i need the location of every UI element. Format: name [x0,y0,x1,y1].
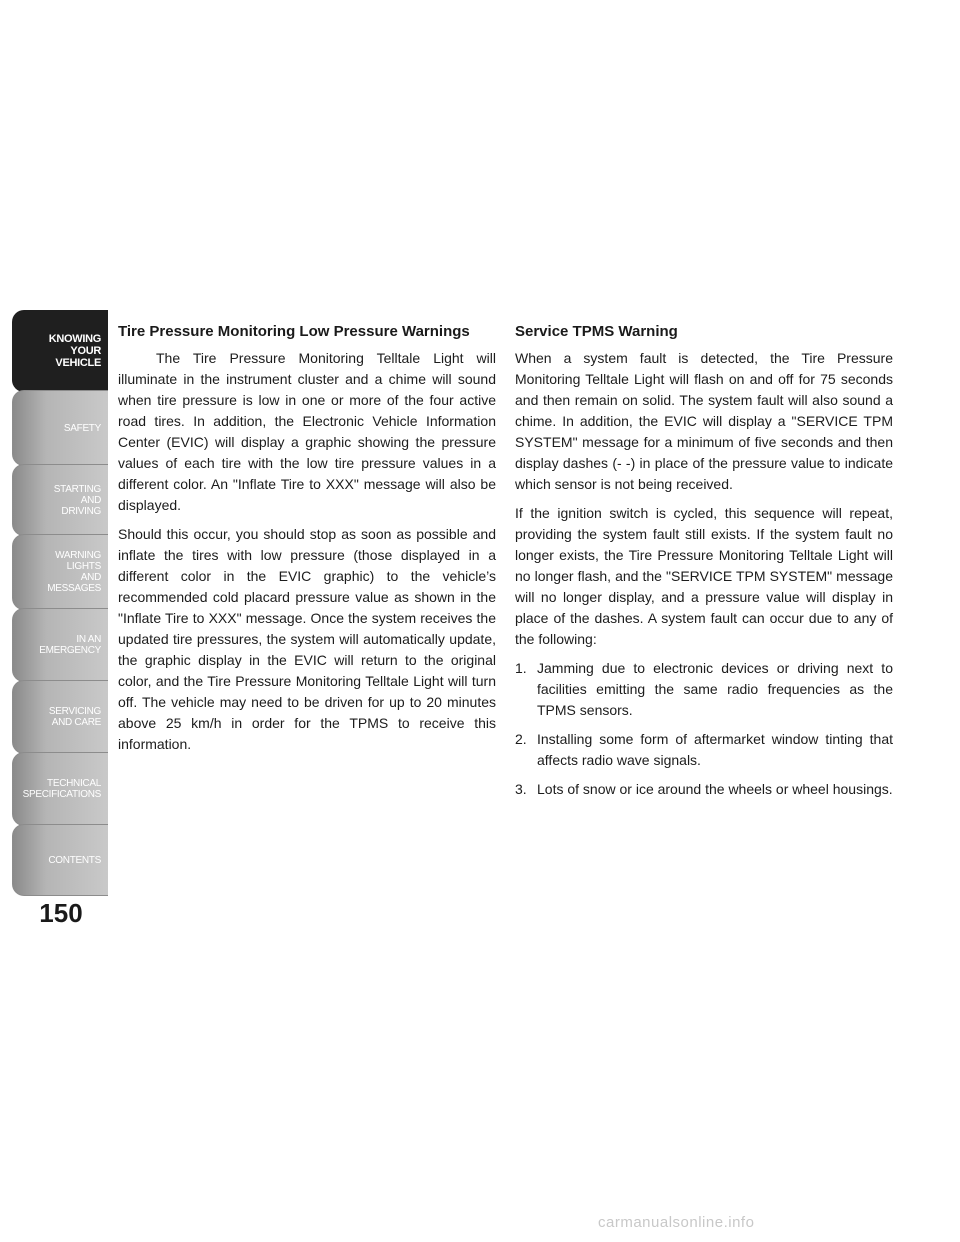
fault-causes-list [515,658,893,800]
page-number: 150 [39,898,83,928]
tab-servicing-and-care[interactable]: SERVICING AND CARE [12,680,108,754]
list-item-text: Lots of snow or ice around the wheels or wheel housings. [537,781,893,797]
list-item [515,779,893,800]
low-pressure-paragraph-1: The Tire Pressure Monitoring Telltale Light will illuminate in the instrument cluster and a chime will sound when tire pressure is low in one or more of the four active road tires. In addition, the Electronic Vehicle Information Center (EVIC) will display a graphic showing the pressure values of each tire with the low tire pressure values in a different color. An "Inflate Tire to XXX" message will also be displayed. [118,350,496,513]
low-pressure-warnings-section [118,322,496,763]
tab-contents[interactable]: CONTENTS [12,824,108,896]
list-item-text: Installing some form of aftermarket window tinting that affects radio wave signals. [537,731,893,768]
tab-safety[interactable]: SAFETY [12,390,108,466]
list-item-number: 3. [515,781,527,797]
tab-technical-specifications[interactable]: TECHNICAL SPECIFICATIONS [12,752,108,826]
list-item-number: 2. [515,731,527,747]
service-tpms-warning-section [515,322,893,808]
service-tpms-heading: Service TPMS Warning [515,323,678,340]
service-tpms-paragraph-1: When a system fault is detected, the Tire Pressure Monitoring Telltale Light will flash on and off for 75 seconds and then remain on solid. The system fault will also sound a chime. In addition, the EVIC will display a "SERVICE TPM SYSTEM" message for a minimum of five seconds and then display dashes (- -) in place of the pressure value to indicate which sensor is not being received. [515,350,893,492]
list-item [515,658,893,721]
list-item-number: 1. [515,660,527,676]
tab-in-an-emergency[interactable]: IN AN EMERGENCY [12,608,108,682]
list-item-text: Jamming due to electronic devices or driving next to facilities emitting the same radio frequencies as the TPMS sensors. [537,660,893,718]
watermark-text: carmanualsonline.info [598,1214,755,1231]
service-tpms-paragraph-2: If the ignition switch is cycled, this sequence will repeat, providing the system fault still exists. If the system fault no longer exists, the Tire Pressure Monitoring Telltale Light will no longer flash, and the "SERVICE TPM SYSTEM" message will no longer display, and a pressure value will display in place of the dashes. A system fault can occur due to any of the following: [515,505,893,647]
list-item [515,729,893,771]
low-pressure-paragraph-2: Should this occur, you should stop as soon as possible and inflate the tires with low pressure (those displayed in a different color in the EVIC graphic) to the vehicle’s recommended cold placard pressure value as shown in the "Inflate Tire to XXX" message. Once the system receives the updated tire pressures, the system will automatically update, the graphic display in the EVIC will return to the original color, and the Tire Pressure Monitoring Telltale Light will turn off. The vehicle may need to be driven for up to 20 minutes above 25 km/h in order for the TPMS to receive this information. [118,526,496,752]
tab-warning-lights-and-messages[interactable]: WARNING LIGHTS AND MESSAGES [12,534,108,610]
tab-knowing-your-vehicle[interactable]: KNOWING YOUR VEHICLE [12,310,108,392]
tab-starting-and-driving[interactable]: STARTING AND DRIVING [12,464,108,536]
low-pressure-heading: Tire Pressure Monitoring Low Pressure Warnings [118,323,470,340]
